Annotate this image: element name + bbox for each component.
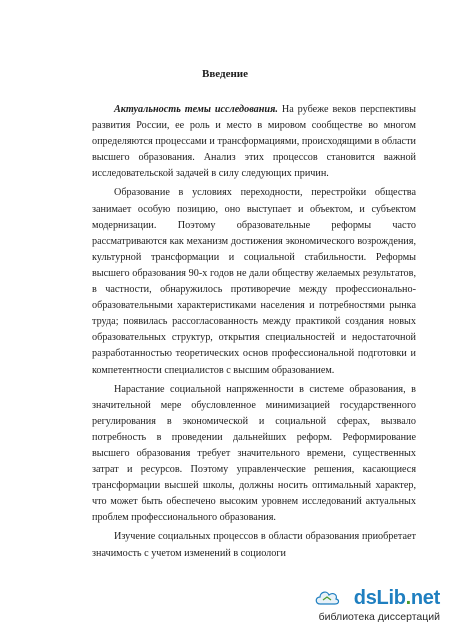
watermark-brand-tld: net: [410, 587, 440, 609]
dslib-watermark: [290, 586, 440, 626]
watermark-brand-dot: .: [405, 587, 411, 609]
document-title: Введение: [201, 68, 249, 80]
paragraph-text: Нарастание социальной напряженности в системе образования, в значительной мере обусловленное минимизацией государственного регулирования в экономической и социальной сферах, вызвало потребность в проведении дальнейших реформ. Реформирование высшего образования требует значительного времени, существенных затрат и ресурсов. Поэтому управленческие решения, касающиеся трансформации высшей школы, должны носить оптимальный характер, что может быть обеспечено высоким уровнем исследований актуальных проблем профессионального образования.: [92, 383, 416, 524]
paragraph-text: На рубеже веков перспективы развития России, ее роль и место в мировом сообществе во многом определяются процессами и трансформациями, происходящими в области высшего образования. Анализ этих процессов становится важной исследовательской задачей в силу следующих причин.: [92, 104, 416, 180]
paragraph-2: [92, 185, 416, 378]
cloud-icon: [314, 588, 340, 608]
paragraph-lead: Актуальность темы исследования.: [114, 104, 278, 115]
watermark-brand-name: dsLib: [353, 587, 406, 609]
paragraph-text: Образование в условиях переходности, перестройки общества занимает особую позицию, оно выступает и объектом, и субъектом модернизации. Поэтому образовательные реформы часто рассматриваются как механизм достижения экономического возрождения, культурной трансформации и социальной стабильности. Реформы высшего образования 90-х годов не дали обществу желаемых результатов, в частности, обнаружилось противоречие между профессионально-образовательными характеристиками населения и потребностями рынка труда; появилась рассогласованность между практикой создания новых образовательных структур, открытия специальностей и недостаточной разработанностью теоретических основ профессиональной подготовки и компетентности специалистов с высшим образованием.: [92, 187, 416, 376]
watermark-brand: [354, 586, 440, 610]
watermark-subtitle: библиотека диссертаций: [318, 611, 440, 623]
document-body: [92, 102, 416, 562]
paragraph-3: [92, 382, 416, 527]
paragraph-4: [92, 529, 416, 561]
paragraph-text: Изучение социальных процессов в области образования приобретает значимость с учетом изменений в социологи: [92, 531, 416, 559]
paragraph-1: [92, 102, 416, 182]
